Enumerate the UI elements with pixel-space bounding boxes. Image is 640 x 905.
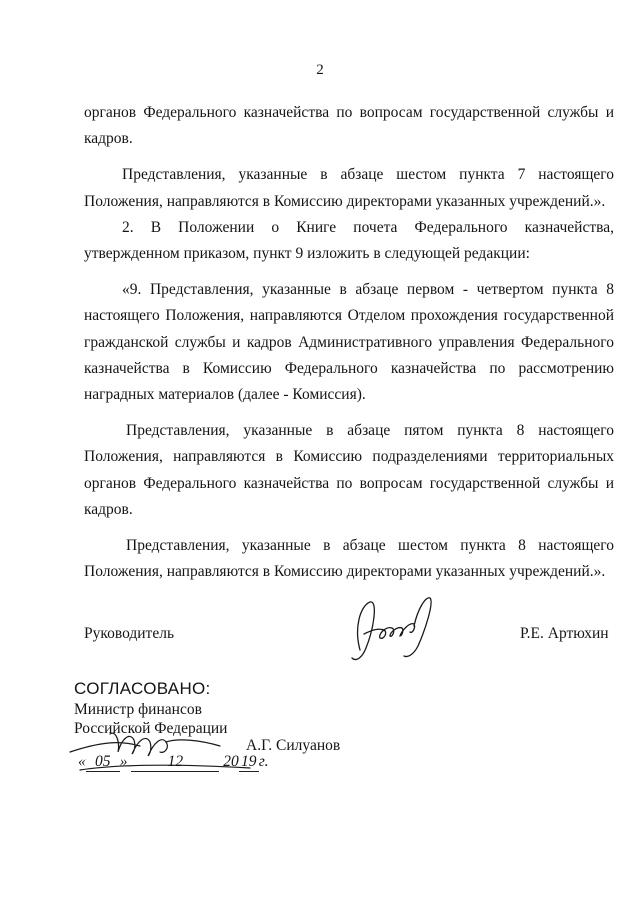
paragraph-representations-7: Представления, указанные в абзаце шестом пункта 7 настоящего Положения, направляются в Комиссию директорами указанных учреждений.». — [84, 166, 614, 210]
date-close-quote: » — [119, 753, 128, 770]
approval-date — [78, 753, 268, 772]
head-signature-image — [330, 588, 440, 670]
document-body — [84, 100, 614, 585]
paragraph-amendment-2: 2. В Положении о Книге почета Федерального казначейства, утвержденном приказом, пункт 9 изложить в следующей редакции: — [84, 218, 614, 263]
date-year-prefix: 20 — [223, 753, 239, 770]
signer-name: Р.Е. Артюхин — [520, 625, 609, 642]
paragraph-representations-8-fifth: Представления, указанные в абзаце пятом пункта 8 настоящего Положения, направляются в Комиссию подразделениями территориальных органов Федерального казначейства по вопросам государственной службы и кадров. — [84, 422, 614, 518]
approval-title: СОГЛАСОВАНО: — [74, 679, 211, 698]
paragraph-point-9: «9. Представления, указанные в абзаце первом - четвертом пункта 8 настоящего Положения, направляются Отделом прохождения государственной гражданской службы и кадров Административного управления Федерального казначейства в Комиссию Федерального казначейства по рассмотрению наградных материалов (далее - Комиссия). — [84, 281, 614, 404]
page-number: 2 — [316, 62, 324, 78]
approval-position-line-2: Российской Федерации — [74, 720, 228, 737]
date-day: 05 — [86, 753, 120, 772]
paragraph-representations-8-sixth: Представления, указанные в абзаце шестом пункта 8 настоящего Положения, направляются в Комиссию директорами указанных учреждений.». — [84, 537, 614, 581]
date-month: 12 — [131, 753, 219, 772]
date-end: г. — [258, 753, 269, 770]
date-open-quote: « — [78, 753, 86, 770]
date-year-suffix: 19 — [239, 753, 259, 772]
signer-role: Руководитель — [84, 625, 175, 642]
paragraph-continuation: органов Федерального казначейства по вопросам государственной службы и кадров. — [84, 104, 614, 148]
minister-name: А.Г. Силуанов — [246, 737, 341, 754]
approval-position-line-1: Министр финансов — [74, 701, 202, 718]
